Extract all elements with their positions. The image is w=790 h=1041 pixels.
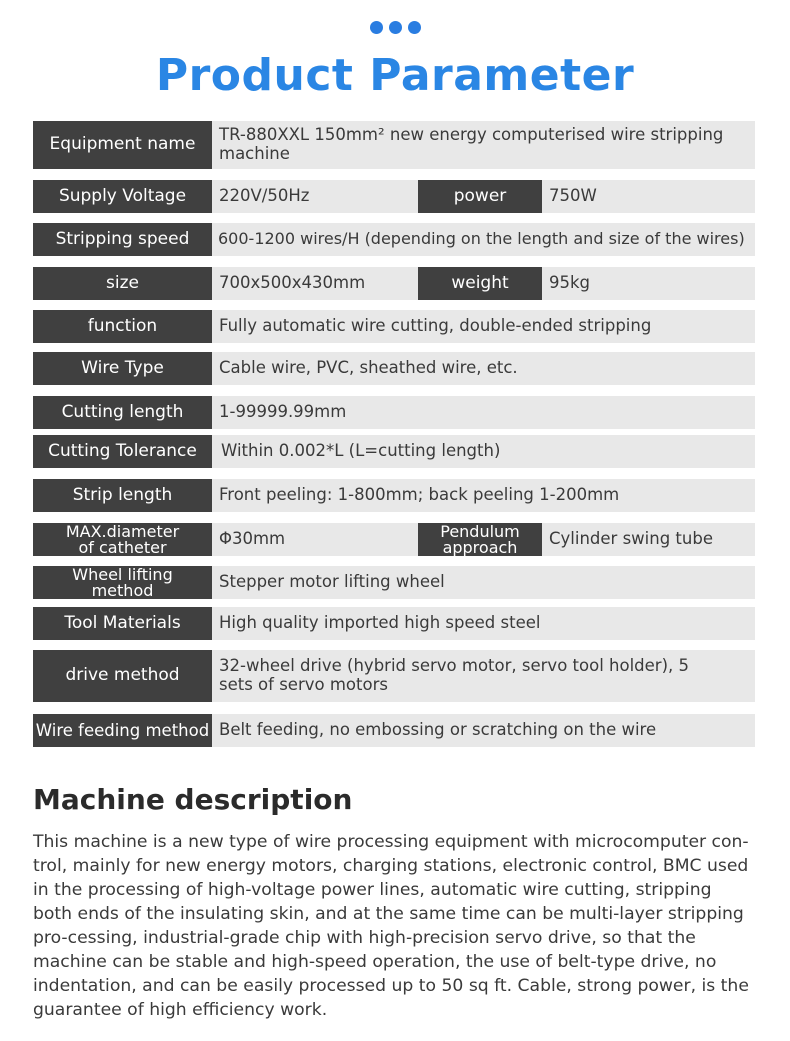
dot xyxy=(370,21,383,34)
param-value: Stepper motor lifting wheel xyxy=(212,566,755,599)
param-value: 600-1200 wires/H (depending on the length and size of the wires) xyxy=(212,223,755,256)
param-label: Wire Type xyxy=(33,352,212,385)
section-heading: Machine description xyxy=(33,783,353,816)
param-value: 32-wheel drive (hybrid servo motor, servo tool holder), 5 sets of servo motors xyxy=(212,650,755,702)
param-row-drive-method xyxy=(33,650,755,702)
param-row-strip-length xyxy=(33,479,755,512)
param-label: MAX.diameter of catheter xyxy=(33,523,212,556)
param-label-secondary: power xyxy=(418,180,542,213)
param-row-supply-voltage xyxy=(33,180,755,213)
param-label: Tool Materials xyxy=(33,607,212,640)
param-row-cutting-tolerance xyxy=(33,435,755,468)
param-row-wire-type xyxy=(33,352,755,385)
param-row-function xyxy=(33,310,755,343)
param-value: Φ30mm xyxy=(212,523,418,556)
param-label: size xyxy=(33,267,212,300)
decorative-dots xyxy=(370,21,421,34)
param-value: Fully automatic wire cutting, double-ended stripping xyxy=(212,310,755,343)
param-value-secondary: Cylinder swing tube xyxy=(542,523,755,556)
param-label-secondary: weight xyxy=(418,267,542,300)
param-value: 1-99999.99mm xyxy=(212,396,755,429)
param-row-tool-materials xyxy=(33,607,755,640)
param-row-cutting-length xyxy=(33,396,755,429)
param-label: drive method xyxy=(33,650,212,702)
param-value-secondary: 95kg xyxy=(542,267,755,300)
param-value: 220V/50Hz xyxy=(212,180,418,213)
param-label: Stripping speed xyxy=(33,223,212,256)
dot xyxy=(408,21,421,34)
param-label: Strip length xyxy=(33,479,212,512)
param-value: Cable wire, PVC, sheathed wire, etc. xyxy=(212,352,755,385)
param-value: Front peeling: 1-800mm; back peeling 1-200mm xyxy=(212,479,755,512)
param-value: Belt feeding, no embossing or scratching on the wire xyxy=(212,714,755,747)
param-value: High quality imported high speed steel xyxy=(212,607,755,640)
param-value: TR-880XXL 150mm² new energy computerised wire stripping machine xyxy=(212,121,755,169)
param-row-equipment-name xyxy=(33,121,755,169)
param-row-stripping-speed xyxy=(33,223,755,256)
param-row-wire-feeding xyxy=(33,714,755,747)
dot xyxy=(389,21,402,34)
param-label: Supply Voltage xyxy=(33,180,212,213)
param-label: Equipment name xyxy=(33,121,212,169)
param-row-wheel-lifting xyxy=(33,566,755,599)
description-paragraph: This machine is a new type of wire processing equipment with microcomputer con-trol, mainly for new energy motors, charging stations, electronic control, BMC used in the processing of high-voltage power lines, automatic wire cutting, stripping both ends of the insulating skin, and at the same time can be multi-layer stripping pro-cessing, industrial-grade chip with high-precision servo drive, so that the machine can be stable and high-speed operation, the use of belt-type drive, no indentation, and can be easily processed up to 50 sq ft. Cable, strong power, is the guarantee of high efficiency work. xyxy=(33,832,749,1020)
param-row-max-diameter xyxy=(33,523,755,556)
param-row-size xyxy=(33,267,755,300)
page-title: Product Parameter xyxy=(155,50,635,101)
param-label: Wheel lifting method xyxy=(33,566,212,599)
param-value: Within 0.002*L (L=cutting length) xyxy=(212,435,755,468)
param-label-secondary: Pendulum approach xyxy=(418,523,542,556)
param-label: Cutting length xyxy=(33,396,212,429)
param-value: 700x500x430mm xyxy=(212,267,418,300)
param-value-secondary: 750W xyxy=(542,180,755,213)
param-label: function xyxy=(33,310,212,343)
param-label: Cutting Tolerance xyxy=(33,435,212,468)
param-label: Wire feeding method xyxy=(33,714,212,747)
